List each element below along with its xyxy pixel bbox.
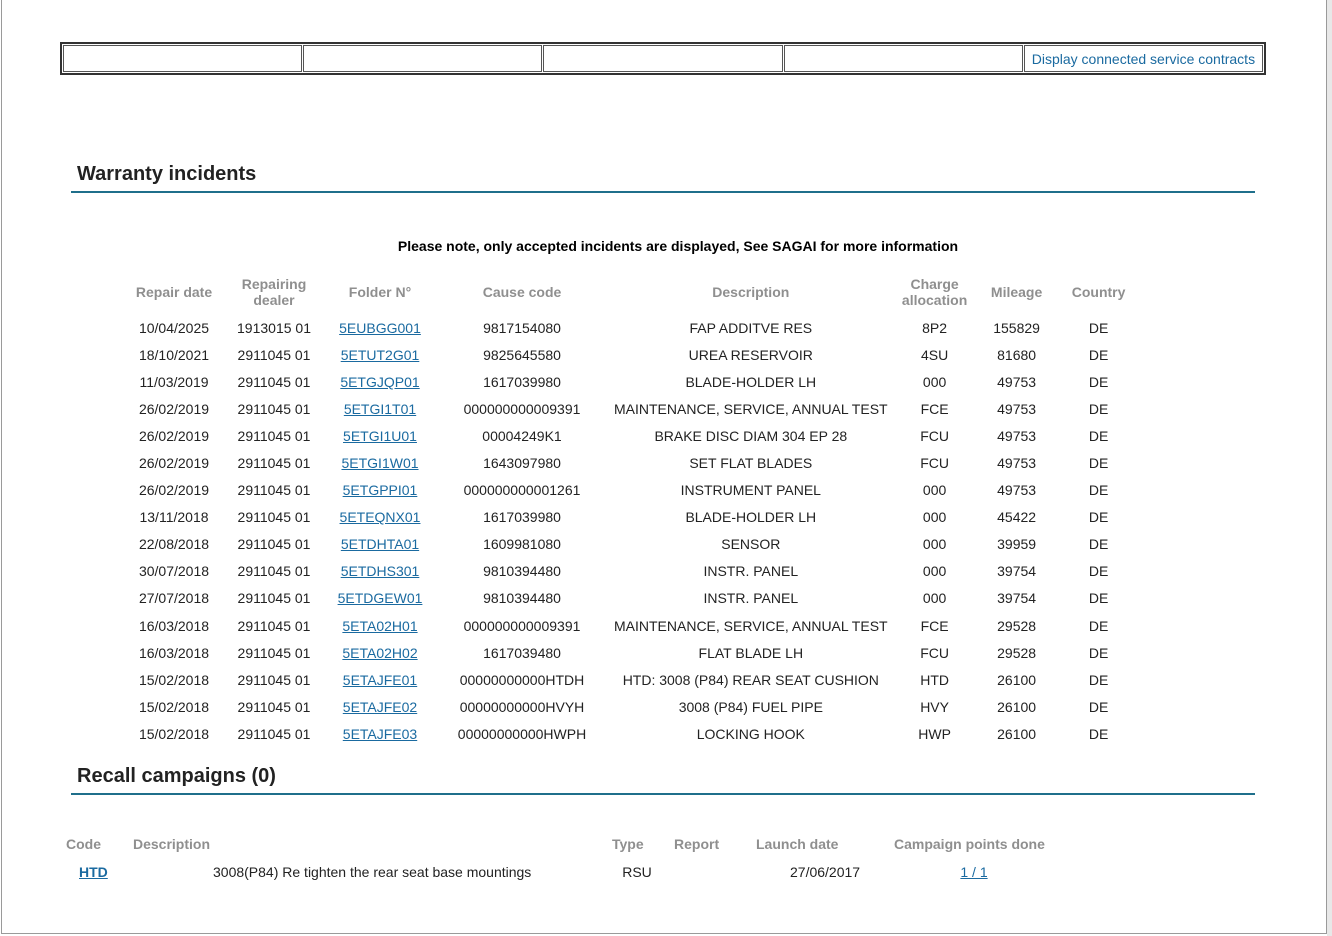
repairing-dealer-cell: 2911045 01 (237, 400, 311, 417)
col-code: Code (66, 836, 101, 852)
folder-number-link[interactable]: 5ETGI1T01 (343, 400, 417, 417)
charge-allocation-cell: 4SU (920, 346, 949, 363)
folder-number-cell (324, 585, 436, 612)
col-launch-date: Launch date (756, 836, 839, 852)
cause-code-cell: 9810394480 (483, 563, 561, 580)
country-cell: DE (1088, 698, 1109, 715)
table-row (124, 612, 1140, 639)
repairing-dealer-cell: 2911045 01 (237, 590, 311, 607)
folder-number-cell (324, 449, 436, 476)
charge-allocation-cell: FCE (920, 400, 949, 417)
charge-allocation-cell: FCU (920, 455, 949, 472)
folder-number-link[interactable]: 5ETGI1U01 (343, 427, 417, 444)
country-cell: DE (1088, 482, 1109, 499)
col-description: Description (712, 284, 790, 300)
table-row (124, 720, 1140, 747)
repair-date-cell: 22/08/2018 (138, 536, 210, 553)
description-cell: HTD: 3008 (P84) REAR SEAT CUSHION (622, 671, 879, 688)
charge-allocation-cell: HWP (918, 725, 951, 742)
col-type: Type (612, 836, 644, 852)
repairing-dealer-cell: 2911045 01 (237, 536, 311, 553)
col-repairing-dealer: Repairing dealer (241, 276, 307, 308)
repair-date-cell: 15/02/2018 (138, 671, 210, 688)
repairing-dealer-cell: 2911045 01 (237, 617, 311, 634)
warranty-incidents-title: Warranty incidents (77, 163, 257, 185)
repairing-dealer-cell: 2911045 01 (237, 725, 311, 742)
mileage-cell: 81680 (997, 346, 1037, 363)
charge-allocation-cell: 000 (922, 563, 947, 580)
recall-campaigns-table (60, 830, 1060, 885)
folder-number-cell (324, 720, 436, 747)
country-cell: DE (1088, 617, 1109, 634)
mileage-cell: 39959 (997, 536, 1037, 553)
folder-number-link[interactable]: 5ETUT2G01 (340, 346, 420, 363)
repair-date-cell: 16/03/2018 (138, 617, 210, 634)
repair-date-cell: 26/02/2019 (138, 482, 210, 499)
mileage-cell: 49753 (997, 400, 1037, 417)
table-row (124, 666, 1140, 693)
description-cell: LOCKING HOOK (696, 725, 805, 742)
action-cell-4 (784, 45, 1023, 72)
folder-number-cell (324, 612, 436, 639)
warranty-incidents-table (124, 270, 1140, 748)
cause-code-cell: 9825645580 (483, 346, 561, 363)
charge-allocation-cell: FCE (920, 617, 949, 634)
action-bar (60, 42, 1266, 75)
description-cell: INSTRUMENT PANEL (680, 482, 821, 499)
description-cell: INSTR. PANEL (703, 563, 799, 580)
folder-number-cell (324, 558, 436, 585)
col-country: Country (1071, 284, 1126, 300)
folder-number-link[interactable]: 5ETAJFE02 (342, 698, 418, 715)
folder-number-link[interactable]: 5ETA02H01 (342, 617, 418, 634)
col-repair-date: Repair date (135, 284, 213, 300)
repair-date-cell: 26/02/2019 (138, 455, 210, 472)
table-row (124, 531, 1140, 558)
repairing-dealer-cell: 2911045 01 (237, 455, 311, 472)
charge-allocation-cell: 000 (922, 482, 947, 499)
campaign-type: RSU (622, 863, 652, 880)
mileage-cell: 49753 (997, 373, 1037, 390)
col-charge-allocation: Charge allocation (901, 276, 968, 308)
mileage-cell: 49753 (997, 427, 1037, 444)
folder-number-cell (324, 477, 436, 504)
table-row (124, 558, 1140, 585)
charge-allocation-cell: 000 (922, 536, 947, 553)
country-cell: DE (1088, 373, 1109, 390)
country-cell: DE (1088, 671, 1109, 688)
folder-number-link[interactable]: 5ETA02H02 (342, 644, 418, 661)
table-row (124, 585, 1140, 612)
repair-date-cell: 10/04/2025 (138, 319, 210, 336)
repairing-dealer-cell: 2911045 01 (237, 346, 311, 363)
description-cell: UREA RESERVOIR (688, 346, 813, 363)
country-cell: DE (1088, 319, 1109, 336)
mileage-cell: 26100 (997, 671, 1037, 688)
recall-campaigns-title: Recall campaigns (0) (77, 765, 276, 787)
cause-code-cell: 000000000009391 (463, 617, 581, 634)
repair-date-cell: 27/07/2018 (138, 590, 210, 607)
description-cell: MAINTENANCE, SERVICE, ANNUAL TEST (614, 617, 888, 634)
folder-number-link[interactable]: 5ETAJFE03 (342, 725, 418, 742)
folder-number-link[interactable]: 5ETAJFE01 (342, 671, 418, 688)
repair-date-cell: 15/02/2018 (138, 698, 210, 715)
folder-number-link[interactable]: 5ETDGEW01 (337, 590, 423, 607)
repairing-dealer-cell: 1913015 01 (237, 319, 311, 336)
cause-code-cell: 9810394480 (483, 590, 561, 607)
description-cell: FLAT BLADE LH (698, 644, 804, 661)
warranty-note: Please note, only accepted incidents are displayed, See SAGAI for more information (397, 238, 959, 254)
display-service-contracts-link[interactable]: Display connected service contracts (1024, 45, 1263, 72)
repairing-dealer-cell: 2911045 01 (237, 698, 311, 715)
repair-date-cell: 30/07/2018 (138, 563, 210, 580)
mileage-cell: 29528 (997, 617, 1037, 634)
repairing-dealer-cell: 2911045 01 (237, 644, 311, 661)
repair-date-cell: 13/11/2018 (139, 509, 209, 526)
cause-code-cell: 1609981080 (483, 536, 561, 553)
charge-allocation-cell: 000 (922, 373, 947, 390)
folder-number-cell (324, 314, 436, 341)
mileage-cell: 49753 (997, 482, 1037, 499)
folder-number-link[interactable]: 5ETGI1W01 (341, 455, 419, 472)
campaign-code-link[interactable]: HTD (79, 863, 108, 880)
repair-date-cell: 26/02/2019 (138, 400, 210, 417)
folder-number-link[interactable]: 5ETDHS301 (340, 563, 420, 580)
country-cell: DE (1088, 346, 1109, 363)
description-cell: BLADE-HOLDER LH (685, 509, 817, 526)
cause-code-cell: 1643097980 (483, 455, 561, 472)
col-cause-code: Cause code (482, 284, 562, 300)
description-cell: SET FLAT BLADES (689, 455, 813, 472)
table-row (124, 395, 1140, 422)
cause-code-cell: 00004249K1 (482, 427, 562, 444)
folder-number-link[interactable]: 5ETDHTA01 (340, 536, 420, 553)
charge-allocation-cell: FCU (920, 427, 949, 444)
scrollbar-gutter (1327, 0, 1332, 936)
cause-code-cell: 1617039980 (483, 509, 561, 526)
folder-number-cell (324, 666, 436, 693)
table-header-row (124, 270, 1140, 314)
repair-date-cell: 26/02/2019 (138, 427, 210, 444)
folder-number-cell (324, 504, 436, 531)
charge-allocation-cell: 8P2 (922, 319, 948, 336)
table-row (124, 639, 1140, 666)
campaign-description: 3008(P84) Re tighten the rear seat base mountings (213, 863, 532, 880)
repair-date-cell: 16/03/2018 (138, 644, 210, 661)
charge-allocation-cell: 000 (922, 590, 947, 607)
mileage-cell: 45422 (997, 509, 1037, 526)
repairing-dealer-cell: 2911045 01 (237, 671, 311, 688)
cause-code-cell: 00000000000HVYH (459, 698, 585, 715)
folder-number-cell (324, 422, 436, 449)
mileage-cell: 39754 (997, 590, 1037, 607)
description-cell: 3008 (P84) FUEL PIPE (678, 698, 823, 715)
country-cell: DE (1088, 725, 1109, 742)
country-cell: DE (1088, 509, 1109, 526)
repairing-dealer-cell: 2911045 01 (237, 373, 311, 390)
table-row (60, 858, 1060, 885)
repairing-dealer-cell: 2911045 01 (237, 509, 311, 526)
mileage-cell: 26100 (997, 725, 1037, 742)
country-cell: DE (1088, 563, 1109, 580)
col-description: Description (133, 836, 211, 852)
country-cell: DE (1088, 644, 1109, 661)
cause-code-cell: 00000000000HTDH (459, 671, 585, 688)
repair-date-cell: 11/03/2019 (139, 373, 209, 390)
mileage-cell: 155829 (993, 319, 1040, 336)
cause-code-cell: 1617039480 (483, 644, 561, 661)
repairing-dealer-cell: 2911045 01 (237, 563, 311, 580)
table-row (124, 693, 1140, 720)
action-cell-2 (303, 45, 542, 72)
cause-code-cell: 9817154080 (483, 319, 561, 336)
country-cell: DE (1088, 536, 1109, 553)
description-cell: FAP ADDITVE RES (689, 319, 813, 336)
country-cell: DE (1088, 400, 1109, 417)
action-cell-3 (543, 45, 782, 72)
folder-number-cell (324, 368, 436, 395)
description-cell: MAINTENANCE, SERVICE, ANNUAL TEST (614, 400, 888, 417)
description-cell: SENSOR (721, 536, 781, 553)
warranty-divider (71, 191, 1255, 193)
table-row (124, 504, 1140, 531)
country-cell: DE (1088, 427, 1109, 444)
charge-allocation-cell: FCU (920, 644, 949, 661)
charge-allocation-cell: HVY (920, 698, 949, 715)
folder-number-link[interactable]: 5ETGJQP01 (340, 373, 420, 390)
cause-code-cell: 1617039980 (483, 373, 561, 390)
col-folder-no: Folder N° (348, 284, 412, 300)
mileage-cell: 26100 (997, 698, 1037, 715)
action-cell-1 (63, 45, 302, 72)
cause-code-cell: 000000000009391 (463, 400, 581, 417)
repair-date-cell: 18/10/2021 (138, 346, 210, 363)
folder-number-link[interactable]: 5ETEQNX01 (339, 509, 421, 526)
col-mileage: Mileage (990, 284, 1043, 300)
cause-code-cell: 00000000000HWPH (457, 725, 587, 742)
campaign-report (668, 858, 750, 885)
folder-number-link[interactable]: 5ETGPPI01 (342, 482, 418, 499)
campaign-launch-date: 27/06/2017 (790, 863, 861, 880)
table-row (124, 368, 1140, 395)
country-cell: DE (1088, 590, 1109, 607)
table-header-row (60, 830, 1060, 858)
description-cell: BLADE-HOLDER LH (685, 373, 817, 390)
charge-allocation-cell: 000 (922, 509, 947, 526)
description-cell: INSTR. PANEL (703, 590, 799, 607)
table-row (124, 422, 1140, 449)
table-row (124, 341, 1140, 368)
folder-number-cell (324, 639, 436, 666)
mileage-cell: 49753 (997, 455, 1037, 472)
repairing-dealer-cell: 2911045 01 (237, 427, 311, 444)
description-cell: BRAKE DISC DIAM 304 EP 28 (654, 427, 848, 444)
folder-number-cell (324, 693, 436, 720)
repairing-dealer-cell: 2911045 01 (237, 482, 311, 499)
campaign-points-link[interactable]: 1 / 1 (960, 863, 988, 880)
folder-number-link[interactable]: 5EUBGG001 (339, 319, 421, 336)
folder-number-cell (324, 341, 436, 368)
folder-number-cell (324, 531, 436, 558)
table-row (124, 477, 1140, 504)
country-cell: DE (1088, 455, 1109, 472)
col-campaign-points-done: Campaign points done (894, 836, 1045, 852)
folder-number-cell (324, 395, 436, 422)
col-report: Report (674, 836, 720, 852)
recall-divider (71, 793, 1255, 795)
table-row (124, 314, 1140, 341)
mileage-cell: 29528 (997, 644, 1037, 661)
mileage-cell: 39754 (997, 563, 1037, 580)
cause-code-cell: 000000000001261 (463, 482, 581, 499)
table-row (124, 449, 1140, 476)
charge-allocation-cell: HTD (920, 671, 949, 688)
repair-date-cell: 15/02/2018 (138, 725, 210, 742)
